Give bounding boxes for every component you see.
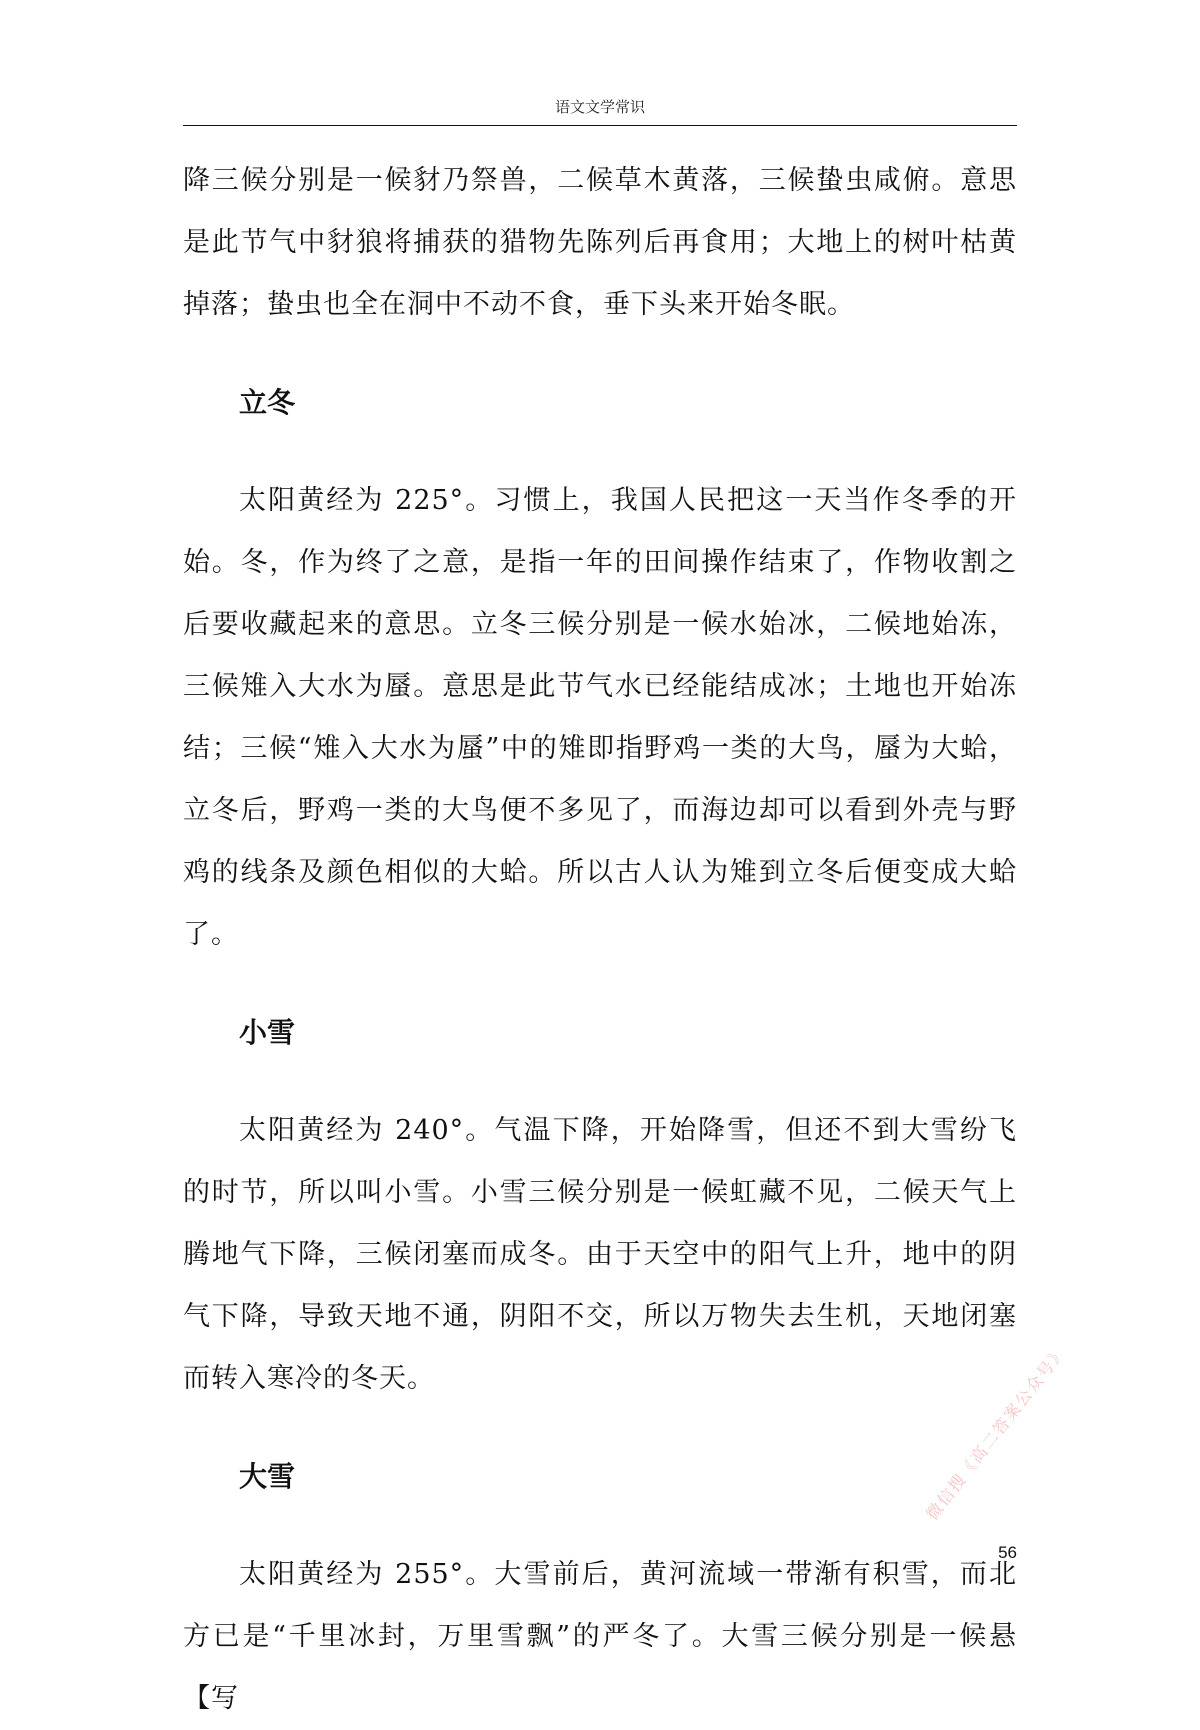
intro-paragraph: 降三候分别是一候豺乃祭兽，二候草木黄落，三候蛰虫咸俯。意思是此节气中豺狼将捕获的猎物先陈列后再食用；大地上的树叶枯黄掉落；蛰虫也全在洞中不动不食，垂下头来开始冬眠。	[183, 165, 1017, 320]
page-body	[183, 150, 1017, 1730]
running-header: 语文文学常识	[554, 98, 645, 116]
header-divider	[183, 125, 1017, 126]
page-number: 56	[998, 1543, 1017, 1562]
section-text-xiaoxue: 太阳黄经为 240°。气温下降，开始降雪，但还不到大雪纷飞的时节，所以叫小雪。小雪三候分别是一候虹藏不见，二候天气上腾地气下降，三候闭塞而成冬。由于天空中的阳气上升，地中的阴气下降，导致天地不通，阴阳不交，所以万物失去生机，天地闭塞而转入寒冷的冬天。	[183, 1115, 1017, 1394]
section-heading-lidong: 立冬	[239, 386, 296, 419]
section-heading-daxue: 大雪	[239, 1460, 296, 1493]
section-heading-xiaoxue: 小雪	[239, 1016, 296, 1049]
watermark: 微信搜《高二答案公众号》	[922, 1341, 1071, 1524]
section-text-daxue: 太阳黄经为 255°。大雪前后，黄河流域一带渐有积雪，而北方已是“千里冰封，万里雪飘”的严冬了。大雪三候分别是一候悬【写	[183, 1559, 1017, 1714]
section-text-lidong: 太阳黄经为 225°。习惯上，我国人民把这一天当作冬季的开始。冬，作为终了之意，是指一年的田间操作结束了，作物收割之后要收藏起来的意思。立冬三候分别是一候水始冰，二候地始冻，三候雉入大水为蜃。意思是此节气水已经能结成冰；土地也开始冻结；三候“雉入大水为蜃”中的雉即指野鸡一类的大鸟，蜃为大蛤，立冬后，野鸡一类的大鸟便不多见了，而海边却可以看到外壳与野鸡的线条及颜色相似的大蛤。所以古人认为雉到立冬后便变成大蛤了。	[183, 485, 1017, 950]
